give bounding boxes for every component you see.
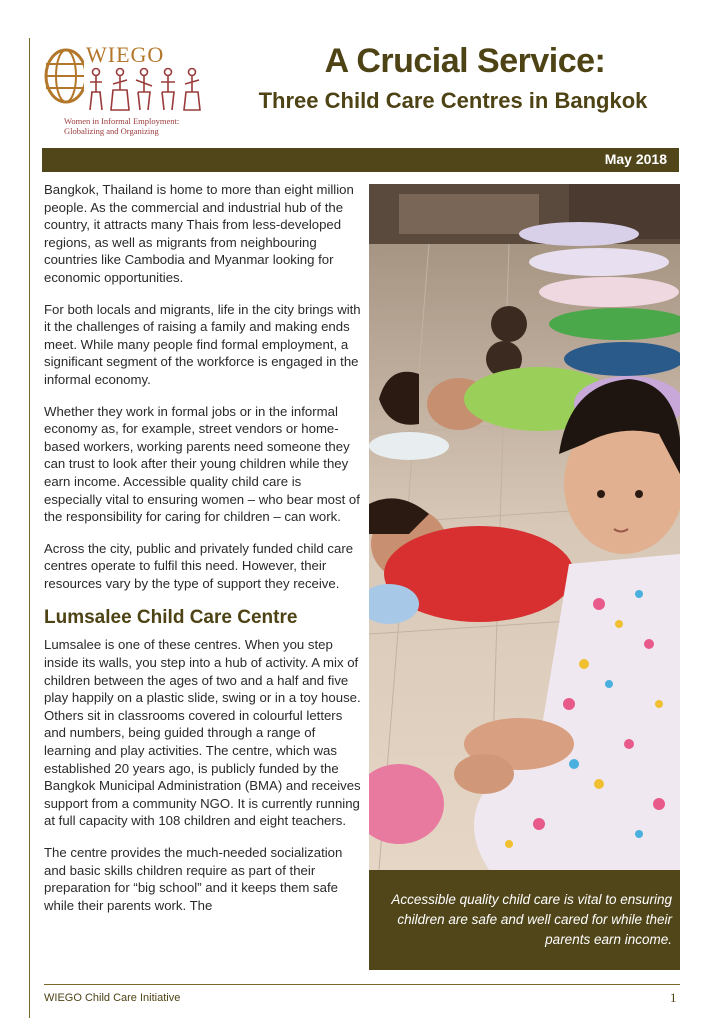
photo-caption-box xyxy=(369,870,680,970)
photo-illustration xyxy=(369,184,680,870)
publication-date: May 2018 xyxy=(604,151,667,167)
photo-caption: Accessible quality child care is vital to ensuring children are safe and well cared for while their parents earn income. xyxy=(391,892,672,947)
logo-tagline-line1: Women in Informal Employment: xyxy=(64,116,180,126)
women-figures-icon xyxy=(86,66,206,114)
intro-paragraph: For both locals and migrants, life in the city brings with it the challenges of raising a family and making ends meet. While many people find formal employment, a significant segment of the workforce is engaged in the informal economy. xyxy=(44,301,361,387)
section-heading: Lumsalee Child Care Centre xyxy=(44,607,298,629)
globe-icon xyxy=(42,46,84,106)
wiego-logo xyxy=(42,42,212,142)
page-title: A Crucial Service: xyxy=(324,42,606,80)
logo-tagline xyxy=(64,116,214,136)
footer-label: WIEGO Child Care Initiative xyxy=(44,992,181,1004)
footer-rule xyxy=(44,984,680,985)
logo-wordmark: WIEGO xyxy=(86,42,165,67)
section-paragraph: The centre provides the much-needed socialization and basic skills children require as part of their preparation for “big school” and it keeps them safe while their parents work. The xyxy=(44,845,343,913)
intro-paragraph: Across the city, public and privately funded child care centres operate to fulfil this need. However, their resources vary by the type of support they receive. xyxy=(44,540,354,591)
body-text-column xyxy=(44,181,362,928)
page-number: 1 xyxy=(670,990,677,1005)
page-subtitle: Three Child Care Centres in Bangkok xyxy=(258,88,648,113)
children-napping-photo xyxy=(369,184,680,870)
intro-paragraph: Whether they work in formal jobs or in the informal economy as, for example, street vendors or home-based workers, working parents need someone they can trust to look after their young children while they earn income. Accessible quality child care is especially vital to ensuring women – who bear most of the responsibility for caring for children – can work. xyxy=(44,403,360,525)
left-margin-rule xyxy=(29,38,30,1018)
intro-paragraph: Bangkok, Thailand is home to more than eight million people. As the commercial and industrial hub of the country, it attracts many Thais from less-developed regions, as well as migrants from neighbouring countries like Cambodia and Myanmar looking for economic opportunities. xyxy=(44,182,354,285)
date-bar xyxy=(42,148,679,172)
section-paragraph: Lumsalee is one of these centres. When you step inside its walls, you step into a hub of activity. A mix of children between the ages of two and a half and five play happily on a plastic slide, swing or in a toy house. Others sit in classrooms covered in colourful letters and numbers, being guided through a range of learning and play activities. The centre, which was established 20 years ago, is publicly funded by the Bangkok Municipal Administration (BMA) and receives support from a community NGO. It is currently running at full capacity with 108 children and eight teachers. xyxy=(44,637,361,829)
logo-tagline-line2: Globalizing and Organizing xyxy=(64,126,159,136)
